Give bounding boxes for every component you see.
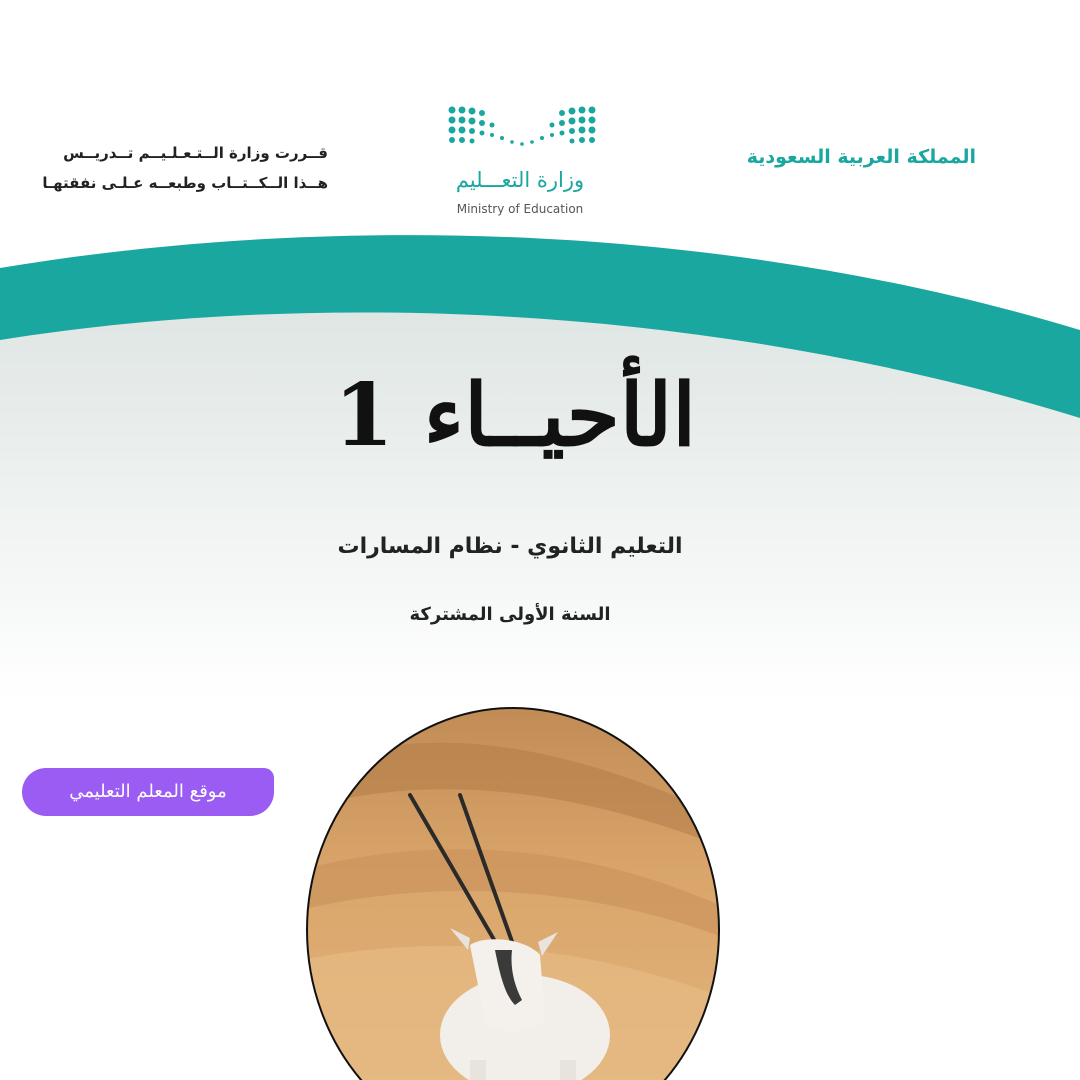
country-name: المملكة العربية السعودية (746, 146, 976, 168)
approval-text (42, 138, 328, 198)
approval-line-1: قــررت وزارة الــتـعـلـيــم تــدريــس (63, 144, 328, 162)
ministry-name-english: Ministry of Education (456, 202, 584, 216)
approval-line-2: هــذا الــكــتــاب وطبعــه عـلـى نفقتهـا (42, 174, 328, 192)
ministry-name-arabic: وزارة التعـــليم (455, 168, 585, 192)
teacher-site-badge[interactable]: موقع المعلم التعليمي (22, 768, 274, 816)
book-subtitle: التعليم الثانوي - نظام المسارات (337, 534, 683, 559)
oryx-photo (300, 700, 730, 1080)
ministry-dots-icon (430, 98, 610, 168)
book-title: الأحيــاء 1 (333, 365, 697, 466)
book-year: السنة الأولى المشتركة (409, 604, 611, 625)
ministry-logo (430, 98, 610, 228)
